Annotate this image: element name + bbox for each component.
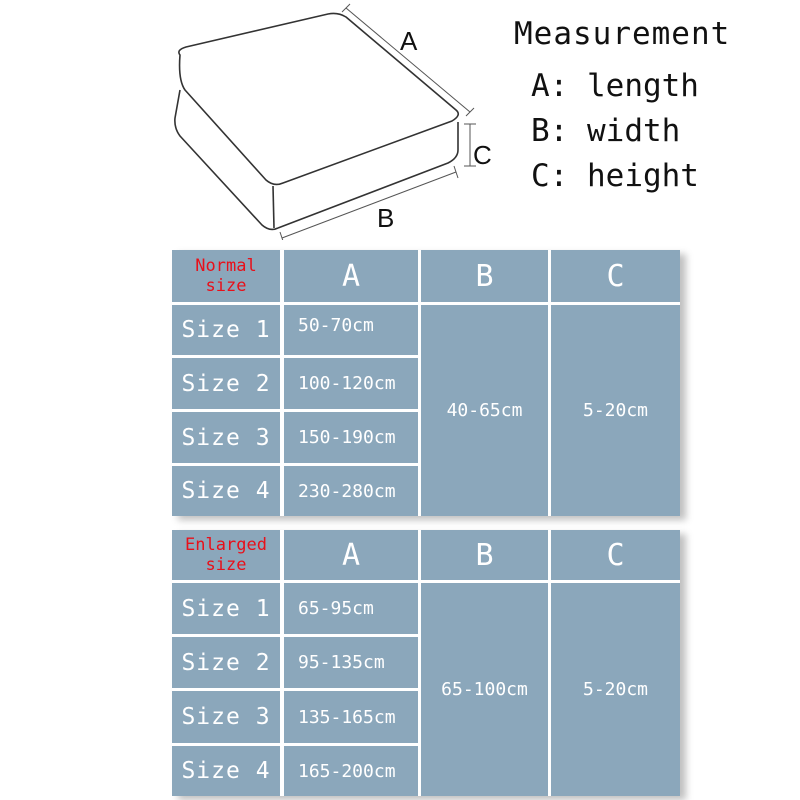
dim-label-b: B [377,203,395,233]
merged-value-b: 40-65cm [421,305,548,516]
corner-line-2: size [205,276,247,296]
value-a: 95-135cm [284,637,418,688]
enlarged-size-table [172,530,680,796]
value-a: 230-280cm [284,466,418,516]
measurement-line-c: C: height [531,158,699,194]
measurement-line-b: B: width [531,113,681,149]
row-size-label: Size 1 [172,305,280,355]
merged-value-c: 5-20cm [551,305,680,516]
value-a: 135-165cm [284,691,418,743]
value-a: 165-200cm [284,746,418,796]
row-size-label: Size 3 [172,412,280,463]
column-header-a: A [284,250,418,302]
dim-label-c: C [473,140,492,170]
column-header-c: C [551,530,680,580]
row-size-label: Size 2 [172,358,280,409]
row-size-label: Size 1 [172,583,280,634]
table-corner-label [172,250,280,302]
row-size-label: Size 3 [172,691,280,743]
table-corner-label [172,530,280,580]
value-a: 150-190cm [284,412,418,463]
column-header-b: B [421,250,548,302]
value-a: 100-120cm [284,358,418,409]
measurement-title: Measurement [514,16,731,52]
value-a: 50-70cm [284,305,418,355]
corner-line-2: size [205,555,247,575]
corner-line-1: Enlarged [185,535,267,555]
corner-line-1: Normal [195,256,257,276]
measurement-legend [0,0,800,230]
merged-value-b: 65-100cm [421,583,548,796]
column-header-a: A [284,530,418,580]
row-size-label: Size 4 [172,746,280,796]
column-header-c: C [551,250,680,302]
row-size-label: Size 2 [172,637,280,688]
column-header-b: B [421,530,548,580]
row-size-label: Size 4 [172,466,280,516]
dim-label-a: A [400,26,418,56]
measurement-line-a: A: length [531,68,699,104]
normal-size-table [172,250,680,516]
merged-value-c: 5-20cm [551,583,680,796]
value-a: 65-95cm [284,583,418,634]
